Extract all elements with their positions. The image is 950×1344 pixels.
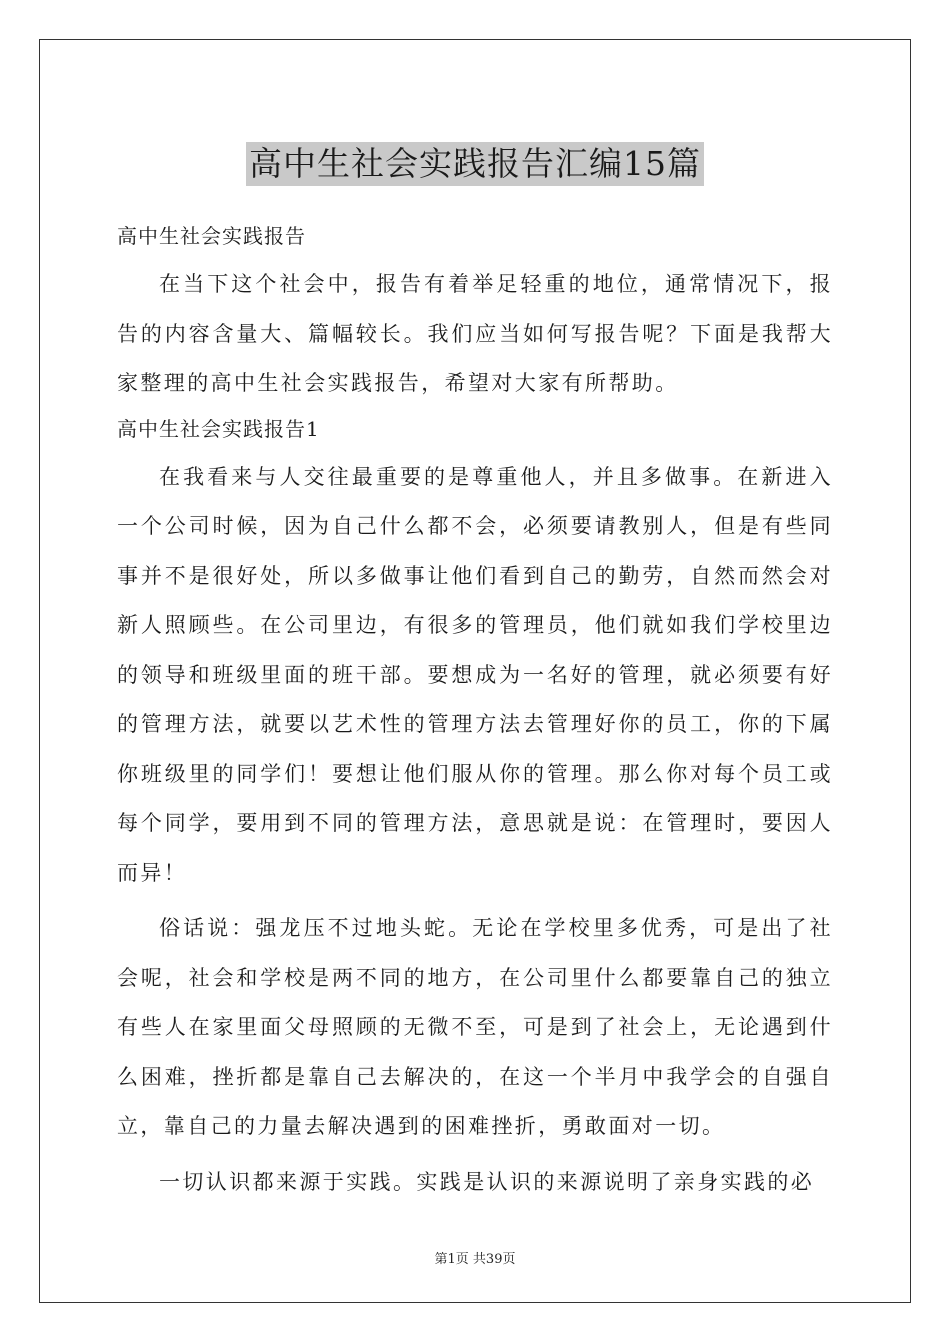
section-heading-1: 高中生社会实践报告1 <box>117 416 320 441</box>
document-title: 高中生社会实践报告汇编15篇 <box>246 142 704 186</box>
body-paragraph: 俗话说：强龙压不过地头蛇。无论在学校里多优秀，可是出了社会呢，社会和学校是两不同的地方，在公司里什么都要靠自己的独立有些人在家里面父母照顾的无微不至，可是到了社会上，无论遇到什么困难，挫折都是靠自己去解决的，在这一个半月中我学会的自强自立，靠自己的力量去解决遇到的困难挫折，勇敢面对一切。 <box>117 916 833 1139</box>
page-footer: 第1页 共39页 <box>434 1252 516 1267</box>
intro-heading: 高中生社会实践报告 <box>117 224 306 249</box>
document-body <box>117 120 833 1207</box>
body-paragraph: 在我看来与人交往最重要的是尊重他人，并且多做事。在新进入一个公司时候，因为自己什么都不会，必须要请教别人，但是有些同事并不是很好处，所以多做事让他们看到自己的勤劳，自然而然会对新人照顾些。在公司里边，有很多的管理员，他们就如我们学校里边的领导和班级里面的班干部。要想成为一名好的管理，就必须要有好的管理方法，就要以艺术性的管理方法去管理好你的员工，你的下属你班级里的同学们！要想让他们服从你的管理。那么你对每个员工或每个同学，要用到不同的管理方法，意思就是说：在管理时，要因人而异！ <box>117 464 833 885</box>
title-container <box>117 120 833 208</box>
intro-paragraph: 在当下这个社会中，报告有着举足轻重的地位，通常情况下，报告的内容含量大、篇幅较长。我们应当如何写报告呢？下面是我帮大家整理的高中生社会实践报告，希望对大家有所帮助。 <box>117 272 833 396</box>
body-paragraph: 一切认识都来源于实践。实践是认识的来源说明了亲身实践的必 <box>159 1169 815 1194</box>
